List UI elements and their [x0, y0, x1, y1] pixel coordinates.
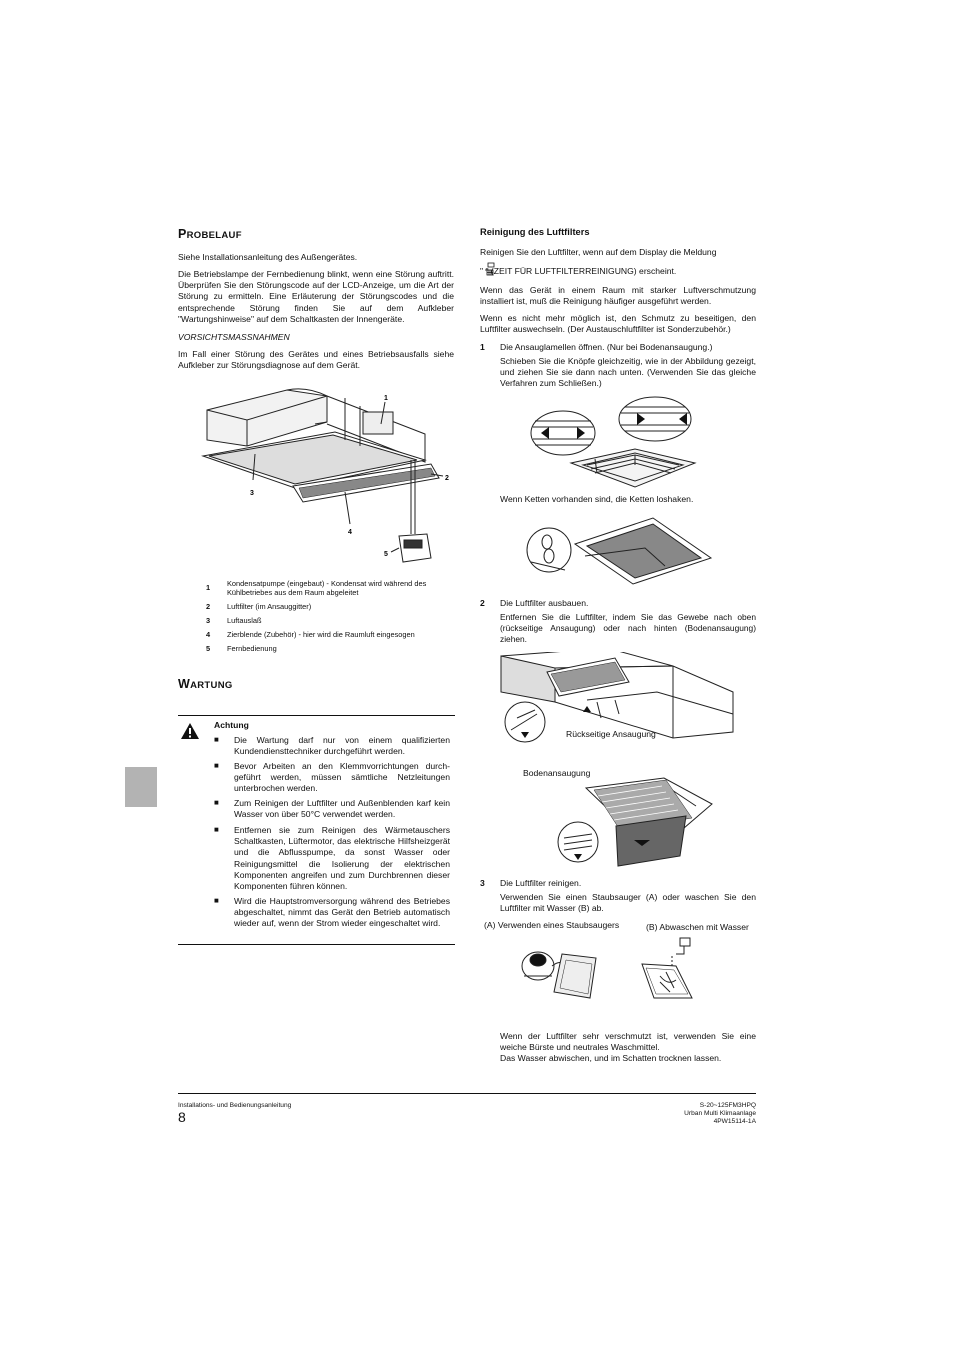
side-tab — [125, 767, 157, 807]
right-para-2: Wenn das Gerät in einem Raum mit starker Luftverschmutzung installiert ist, muß die Reinigung häufiger ausgeführt werden. — [480, 285, 756, 307]
caution-item: Bevor Arbeiten an den Klemmvorrichtungen durch-geführt werden, müssen sämtliche Netzleitungen unterbrochen werden. — [234, 761, 450, 794]
product-name: Urban Multi Klimaanlage — [684, 1110, 756, 1117]
rear-intake-caption: Rückseitige Ansaugung — [566, 729, 656, 739]
legend-item: 4 Zierblende (Zubehör) - hier wird die Raumluft eingesogen — [206, 630, 415, 639]
step-1-number: 1 — [480, 342, 485, 352]
caution-rule-top — [178, 715, 455, 716]
page-number: 8 — [178, 1109, 186, 1125]
wash-caption: (B) Abwaschen mit Wasser — [646, 922, 749, 932]
step-3-text: Verwenden Sie einen Staubsauger (A) oder waschen Sie den Luftfilter mit Wasser (B) ab. — [500, 892, 756, 914]
achtung-label: Achtung — [214, 720, 249, 730]
callout-2: 2 — [445, 475, 449, 482]
bottom-intake-illustration — [556, 776, 716, 874]
vacuum-cleaner-illustration — [518, 940, 604, 1000]
manual-title: Installations- und Bedienungsanleitung — [178, 1102, 292, 1109]
closing-text-2: Das Wasser abwischen, und im Schatten trocknen lassen. — [500, 1053, 722, 1063]
legend-item: 3 Luftauslaß — [206, 616, 262, 625]
bottom-intake-caption: Bodenansaugung — [523, 768, 591, 778]
callout-3: 3 — [250, 490, 254, 497]
legend-item: 5 Fernbedienung — [206, 644, 277, 653]
bullet-icon: ■ — [214, 896, 219, 905]
legend-item: 2 Luftfilter (im Ansauggitter) — [206, 602, 312, 611]
washing-illustration — [636, 936, 710, 1008]
callout-5: 5 — [384, 551, 388, 558]
callout-4: 4 — [348, 529, 352, 536]
step-2-number: 2 — [480, 598, 485, 608]
caution-item: Zum Reinigen der Luftfilter und Außenblenden karf kein Wasser von über 50°C verwendet werden. — [234, 798, 450, 820]
step-3-title: Die Luftfilter reinigen. — [500, 878, 582, 888]
step-1-text: Schieben Sie die Knöpfe gleichzeitig, wie in der Abbildung gezeigt, und ziehen Sie sie dann nach unten. (Verwenden Sie das gleiche Verfahren zum Schließen.) — [500, 356, 756, 389]
caution-item: Entfernen sie zum Reinigen des Wärmetauschers Schaltkasten, Lüftermotor, das elektrische Hilfsheizgerät und die Abflusspumpe, da sonst Wasser oder Reinigungsmittel die Isolierung der elektrischen Komponenten angreifen und zum Durchbrennen dieser Komponenten führen können. — [234, 825, 450, 892]
grille-latch-illustration — [525, 393, 725, 493]
legend-item: 1 Kondensatpumpe (eingebaut) - Kondensat wird während des Kühlbetriebes aus dem Raum abgeleitet — [206, 579, 427, 597]
bullet-icon: ■ — [214, 798, 219, 807]
unit-illustration — [195, 384, 465, 584]
closing-text-1: Wenn der Luftfilter sehr verschmutzt ist, verwenden Sie eine weiche Bürste und neutrales Waschmittel. — [500, 1031, 756, 1053]
chains-note: Wenn Ketten vorhanden sind, die Ketten loshaken. — [500, 494, 694, 504]
step-1-title: Die Ansauglamellen öffnen. (Nur bei Bodenansaugung.) — [500, 342, 713, 352]
bullet-icon: ■ — [214, 761, 219, 770]
heading-probelauf: PROBELAUF — [178, 227, 242, 241]
callout-1: 1 — [384, 395, 388, 402]
step-3-number: 3 — [480, 878, 485, 888]
probelauf-intro: Siehe Installationsanleitung des Außengerätes. — [178, 252, 358, 262]
bullet-icon: ■ — [214, 825, 219, 834]
probelauf-text: Die Betriebslampe der Fernbedienung blinkt, wenn eine Störung auftritt. Überprüfen Sie den Störungscode auf der LCD-Anzeige, um die Art der Störung zu ermitteln. Eine Erläuterung der Störungscodes und die entsprechende Störung finden Sie auf dem Aufkleber "Wartungshinweise" auf dem Schaltkasten der Innengeräte. — [178, 269, 454, 324]
right-para-1b: " " (ZEIT FÜR LUFTFILTERREINIGUNG) erscheint. — [480, 266, 677, 276]
chain-illustration — [525, 514, 715, 586]
caution-item: Die Wartung darf nur von einem qualifizierten Kundendiensttechniker durchgeführt werden. — [234, 735, 450, 757]
vorsicht-text: Im Fall einer Störung des Gerätes und eines Betriebsausfalls siehe Aufkleber zur Störungsdiagnose auf dem Gerät. — [178, 349, 454, 371]
warning-icon — [180, 722, 200, 740]
caution-rule-bottom — [178, 944, 455, 945]
vorsicht-heading: VORSICHTSMASSNAHMEN — [178, 332, 290, 342]
right-para-1: Reinigen Sie den Luftfilter, wenn auf dem Display die Meldung — [480, 247, 717, 257]
footer-rule — [178, 1093, 756, 1094]
right-para-3: Wenn es nicht mehr möglich ist, den Schmutz zu beseitigen, den Luftfilter auswechseln. (Der Austauschluftfilter ist Sonderzubehör.) — [480, 313, 756, 335]
document-code: 4PW15114-1A — [713, 1118, 756, 1125]
bullet-icon: ■ — [214, 735, 219, 744]
section-title: Reinigung des Luftfilters — [480, 227, 590, 237]
caution-item: Wird die Hauptstromversorgung während des Betriebes abgeschaltet, nimmt das Gerät den Betrieb automatisch wieder auf, wenn der Strom wieder eingeschaltet wird. — [234, 896, 450, 929]
vacuum-caption: (A) Verwenden eines Staubsaugers — [484, 920, 620, 930]
heading-wartung: WARTUNG — [178, 677, 233, 691]
model-number: S-20~125FM3HPQ — [699, 1102, 756, 1109]
step-2-text: Entfernen Sie die Luftfilter, indem Sie das Gewebe nach oben (rückseitige Ansaugung) oder nach hinten (Bodenansaugung) ziehen. — [500, 612, 756, 645]
step-2-title: Die Luftfilter ausbauen. — [500, 598, 589, 608]
